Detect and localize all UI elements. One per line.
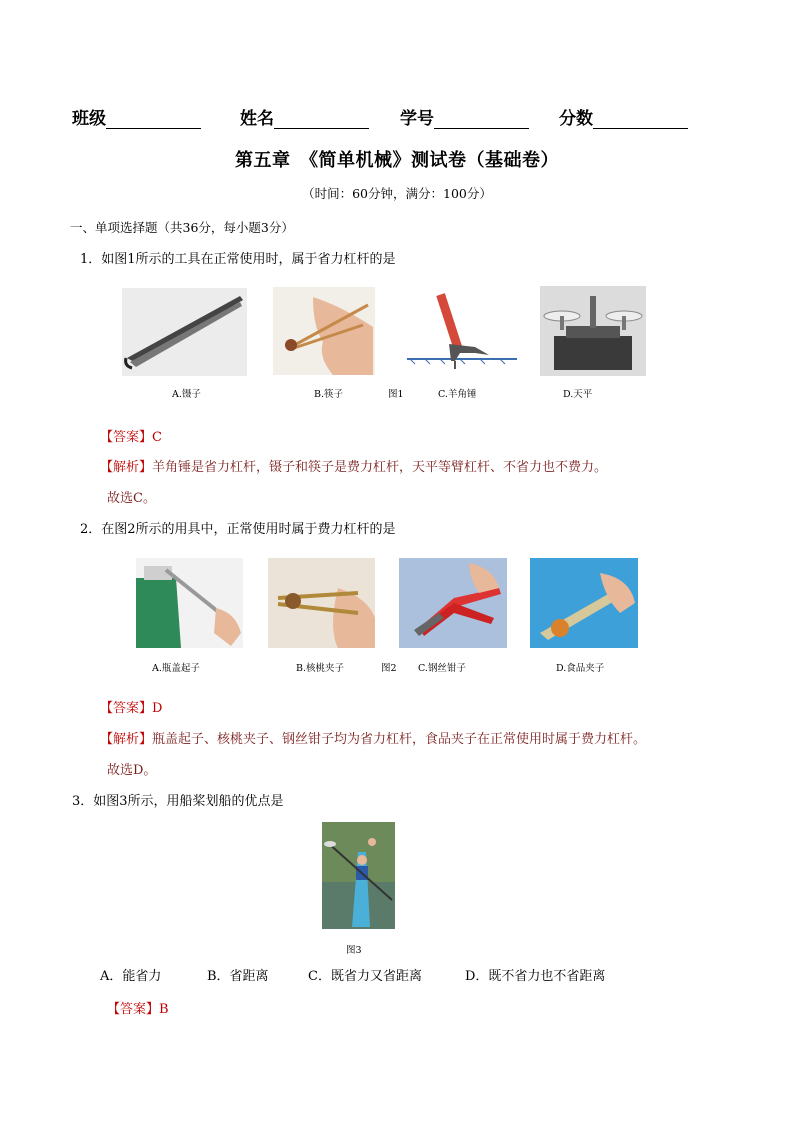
question-2-stem: 2．在图2所示的用具中，正常使用时属于费力杠杆的是 bbox=[80, 522, 396, 537]
question-3-stem: 3．如图3所示，用船桨划船的优点是 bbox=[72, 794, 284, 809]
figure-3-label: 图3 bbox=[346, 945, 362, 956]
food-tongs-image bbox=[530, 558, 638, 648]
option-d: D．既不省力也不省距离 bbox=[465, 969, 606, 984]
wire-pliers-image bbox=[399, 558, 507, 648]
section-heading: 一、单项选择题（共36分，每小题3分） bbox=[70, 220, 294, 235]
option-a: A．能省力 bbox=[100, 969, 162, 984]
student-id-field[interactable]: 学号 bbox=[400, 104, 529, 129]
question-2-analysis: 【解析】瓶盖起子、核桃夹子、钢丝钳子均为省力杠杆，食品夹子在正常使用时属于费力杠杆。 bbox=[100, 732, 647, 747]
claw-hammer-image bbox=[405, 289, 517, 371]
question-1-analysis: 【解析】羊角锤是省力杠杆，镊子和筷子是费力杠杆，天平等臂杠杆、不省力也不费力。 bbox=[100, 460, 608, 475]
chopsticks-image bbox=[273, 287, 375, 375]
question-1-stem: 1．如图1所示的工具在正常使用时，属于省力杠杆的是 bbox=[80, 252, 396, 267]
name-field[interactable]: 姓名 bbox=[240, 104, 369, 129]
option-d-caption: D.天平 bbox=[563, 389, 593, 400]
option-d-caption: D.食品夹子 bbox=[556, 663, 605, 674]
question-2-answer: 【答案】D bbox=[100, 701, 163, 716]
question-3-answer: 【答案】B bbox=[107, 1002, 169, 1017]
exam-time-info: （时间：60分钟，满分：100分） bbox=[302, 186, 492, 201]
balance-scale-image bbox=[540, 286, 646, 376]
figure-1-label: 图1 bbox=[388, 389, 404, 400]
option-a-caption: A.镊子 bbox=[172, 389, 201, 400]
option-b: B．省距离 bbox=[207, 969, 269, 984]
score-field[interactable]: 分数 bbox=[559, 104, 688, 129]
student-info-header bbox=[72, 104, 712, 128]
option-b-caption: B.筷子 bbox=[314, 389, 344, 400]
kayak-rowing-image bbox=[322, 822, 395, 929]
option-c-caption: C.羊角锤 bbox=[438, 389, 477, 400]
tweezers-image bbox=[122, 288, 247, 376]
bottle-opener-image bbox=[136, 558, 243, 648]
option-b-caption: B.核桃夹子 bbox=[296, 663, 345, 674]
nutcracker-image bbox=[268, 558, 375, 648]
question-2-conclusion: 故选D。 bbox=[107, 763, 157, 778]
page-title: 第五章 《简单机械》测试卷（基础卷） bbox=[235, 150, 559, 171]
option-c-caption: C.钢丝钳子 bbox=[418, 663, 466, 674]
option-c: C．既省力又省距离 bbox=[308, 969, 422, 984]
question-1-answer: 【答案】C bbox=[100, 430, 162, 445]
class-field[interactable]: 班级 bbox=[72, 104, 201, 129]
figure-2-label: 图2 bbox=[381, 663, 397, 674]
option-a-caption: A.瓶盖起子 bbox=[152, 663, 200, 674]
question-1-conclusion: 故选C。 bbox=[107, 491, 156, 506]
